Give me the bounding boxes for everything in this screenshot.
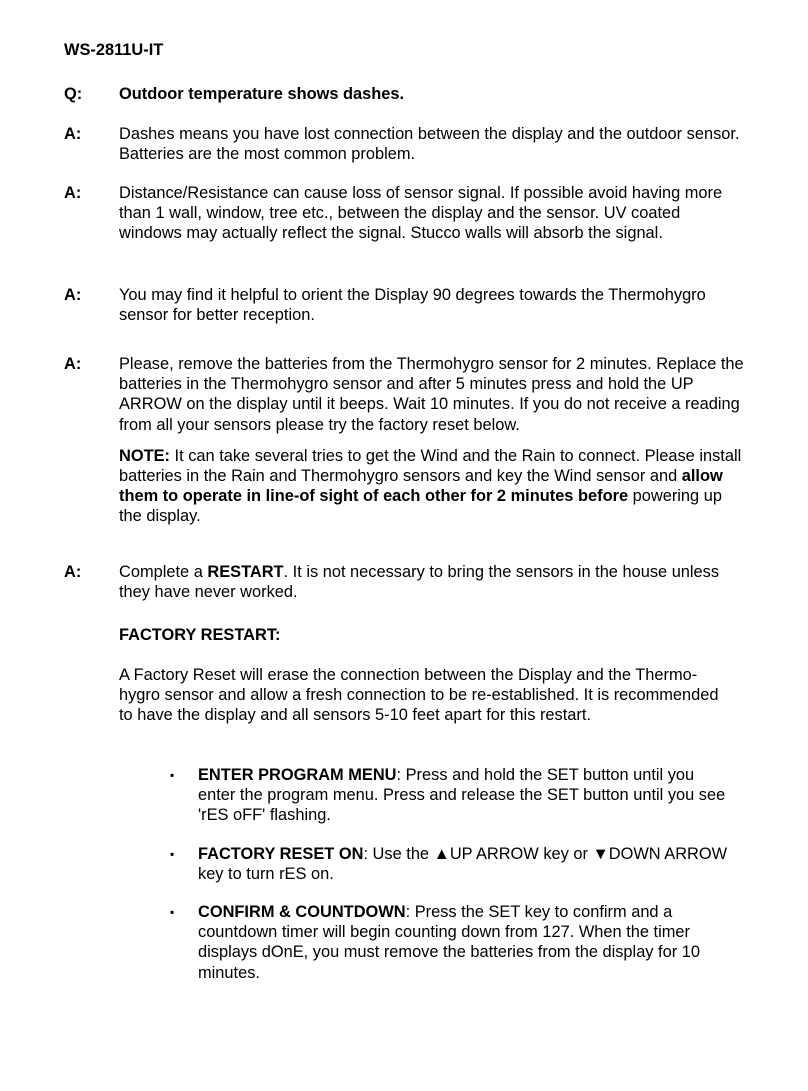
bullet-marker: ▪ [170,846,175,861]
answer-text-start: Complete a [119,563,208,581]
answer-tag: A: [64,184,82,202]
factory-intro: A Factory Reset will erase the connection between the Display and the Thermo-hygro sensor and allow a fresh connection to be re-established. It is recommended to have the display and all sensors 5-10 feet apart for this restart. [119,666,719,725]
note-text: It can take several tries to get the Wind and the Rain to connect. Please install batteries in the Rain and Thermohygro sensors and key the Wind sensor and [119,446,742,486]
answer-text: Please, remove the batteries from the Thermohygro sensor for 2 minutes. Replace the batteries in the Thermohygro sensor and after 5 minutes press and hold the UP ARROW on the display until it beeps. Wait 10 minutes. If you do not receive a reading from all your sensors please try the factory reset below. [119,355,744,434]
answer-text: Distance/Resistance can cause loss of sensor signal. If possible avoid having more than 1 wall, window, tree etc., between the display and the sensor. UV coated windows may actually reflect the signal. Stucco walls will absorb the signal. [119,184,723,243]
step-text: : Press and hold the SET button until you enter the program menu. Press and release the SET button until you see 'rES oFF' flashing. [198,766,726,825]
answer-tag: A: [64,286,82,304]
question-text: Outdoor temperature shows dashes. [119,85,405,103]
factory-intro-block [119,665,719,726]
question-block [64,84,744,104]
step-title: ENTER PROGRAM MENU [198,766,397,784]
answer-block [64,562,744,602]
answer-tag: A: [64,355,82,373]
answer-block [64,354,744,527]
note-emphasis: allow them to operate in line-of sight of each other for 2 minutes before [119,467,723,506]
answer-text [119,562,744,602]
model-number: WS-2811U-IT [64,41,164,59]
answer-block [64,183,744,244]
factory-heading: FACTORY RESTART: [119,626,281,644]
bullet-marker: ▪ [170,768,175,782]
step-title: FACTORY RESET ON [198,844,364,863]
restart-emphasis: RESTART [207,563,284,581]
list-item [168,902,728,983]
note-text-end: powering up the display. [119,487,722,526]
answer-block [64,124,744,164]
steps-list [168,765,728,983]
note-label: NOTE: [119,446,170,465]
step-title: CONFIRM & COUNTDOWN [198,903,406,922]
answer-text-end: . It is not necessary to bring the sensors in the house unless they have never worked. [119,563,720,602]
list-item [168,765,728,826]
factory-heading-block [119,625,719,645]
question-tag: Q: [64,85,83,103]
bullet-marker: ▪ [170,905,175,920]
note-paragraph [119,446,744,527]
answer-text: You may find it helpful to orient the Display 90 degrees towards the Thermohygro sensor for better reception. [119,286,706,325]
step-text: : Press the SET key to confirm and a countdown timer will begin counting down from 127. When the timer displays dOnE, you must remove the batteries from the display for 10 minutes. [198,903,700,982]
answer-tag: A: [64,563,82,581]
list-item [168,844,728,884]
step-text: : Use the ▲UP ARROW key or ▼DOWN ARROW key to turn rES on. [198,844,728,883]
answer-text: Dashes means you have lost connection between the display and the outdoor sensor. Batteries are the most common problem. [119,125,740,164]
answer-tag: A: [64,125,82,143]
answer-block [64,285,744,325]
